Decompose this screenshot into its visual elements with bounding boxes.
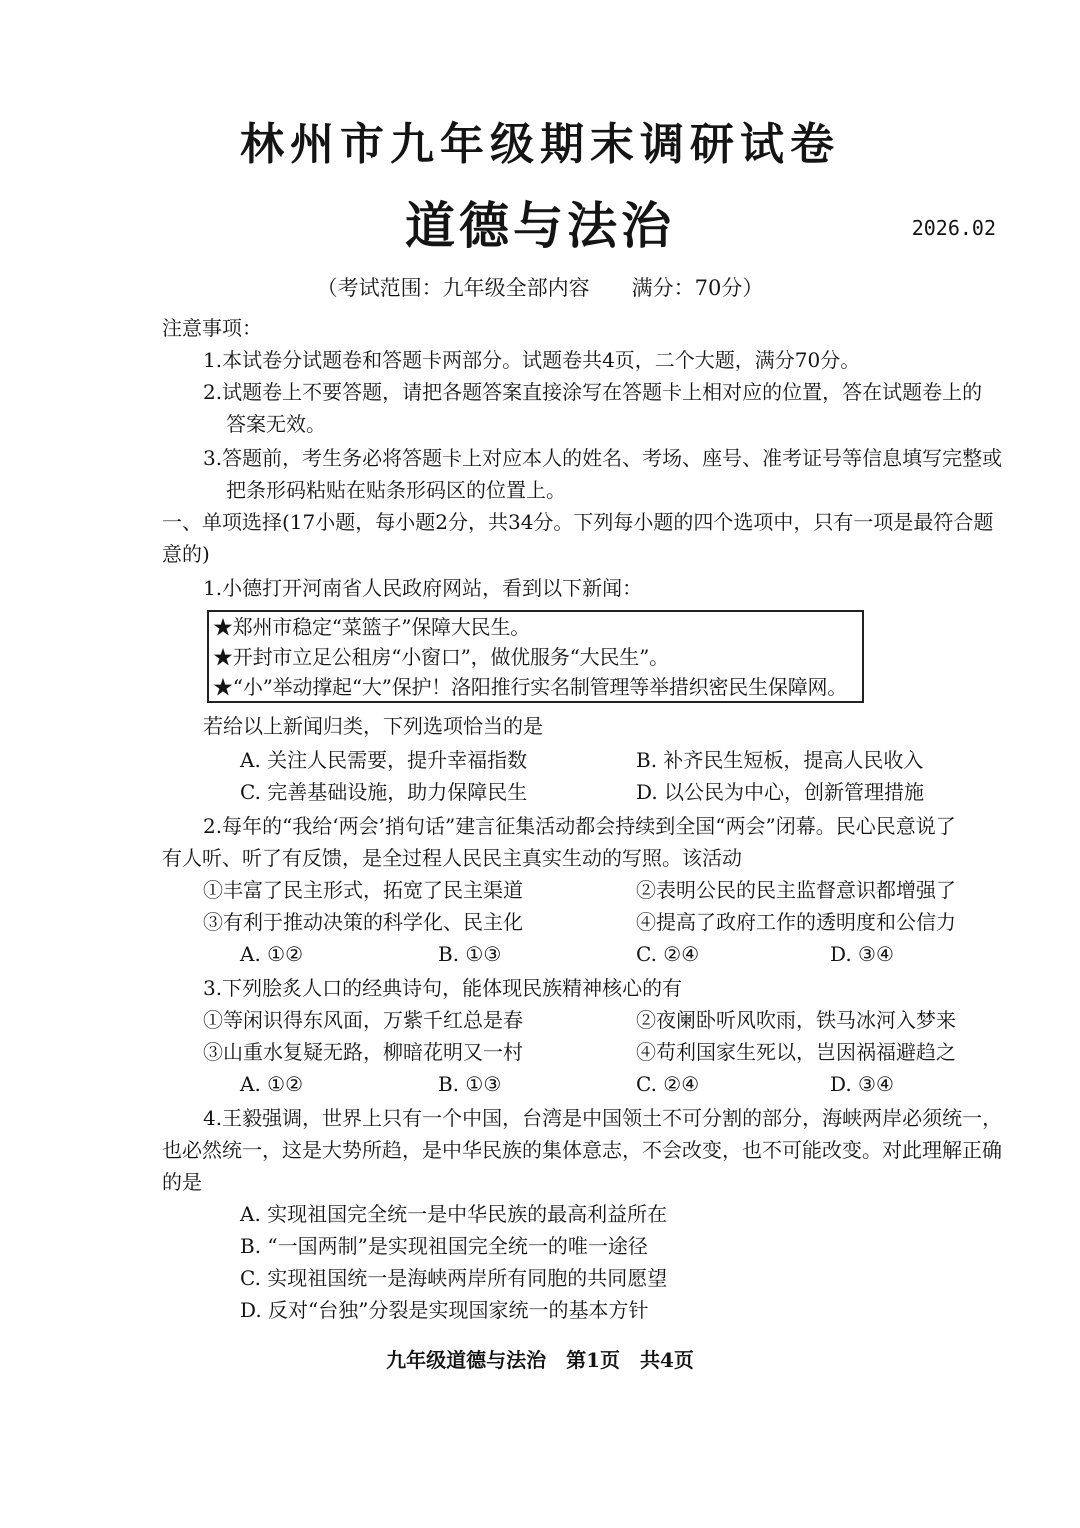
q2-choice-a: A. ①② — [240, 942, 304, 966]
notice-heading: 注意事项： — [162, 316, 262, 340]
q2-item-1: ①丰富了民主形式，拓宽了民主渠道 — [203, 878, 523, 902]
q4-stem-cont2: 的是 — [162, 1170, 202, 1194]
q3-item-2: ②夜阑卧听风吹雨，铁马冰河入梦来 — [636, 1008, 956, 1032]
q1-news-box — [207, 610, 864, 703]
q1-news-3: ★“小”举动撑起“大”保护！洛阳推行实名制管理等举措织密民生保障网。 — [213, 675, 848, 699]
q3-choice-d: D. ③④ — [830, 1072, 894, 1096]
q3-choice-c: C. ②④ — [636, 1072, 700, 1096]
exam-date: 2026.02 — [911, 216, 996, 240]
q2-item-2: ②表明公民的民主监督意识都增强了 — [636, 878, 956, 902]
notice-item-2: 2.试题卷上不要答题，请把各题答案直接涂写在答题卡上相对应的位置，答在试题卷上的 — [203, 380, 983, 404]
exam-scope: （考试范围：九年级全部内容 满分：70分） — [316, 276, 764, 300]
q1-stem: 1.小德打开河南省人民政府网站，看到以下新闻： — [203, 576, 643, 600]
notice-item-1: 1.本试卷分试题卷和答题卡两部分。试题卷共4页，二个大题，满分70分。 — [203, 348, 861, 372]
q3-item-3: ③山重水复疑无路，柳暗花明又一村 — [203, 1040, 523, 1064]
q1-news-2: ★开封市立足公租房“小窗口”，做优服务“大民生”。 — [213, 645, 669, 669]
section1-heading: 一、单项选择(17小题，每小题2分，共34分。下列每小题的四个选项中，只有一项是最符合题 — [162, 510, 994, 534]
notice-item-2-cont: 答案无效。 — [226, 412, 326, 436]
q4-option-c: C. 实现祖国统一是海峡两岸所有同胞的共同愿望 — [240, 1266, 668, 1290]
q3-choice-b: B. ①③ — [438, 1072, 502, 1096]
q4-stem: 4.王毅强调，世界上只有一个中国，台湾是中国领土不可分割的部分，海峡两岸必须统一， — [203, 1106, 1003, 1130]
q2-stem-cont: 有人听、听了有反馈，是全过程人民民主真实生动的写照。该活动 — [162, 846, 742, 870]
q3-stem: 3.下列脍炙人口的经典诗句，能体现民族精神核心的有 — [203, 976, 683, 1000]
q4-stem-cont: 也必然统一，这是大势所趋，是中华民族的集体意志，不会改变，也不可能改变。对此理解正确 — [162, 1138, 1002, 1162]
q3-item-4: ④苟利国家生死以，岂因祸福避趋之 — [636, 1040, 956, 1064]
q4-option-d: D. 反对“台独”分裂是实现国家统一的基本方针 — [240, 1298, 649, 1322]
q4-option-b: B. “一国两制”是实现祖国完全统一的唯一途径 — [240, 1234, 648, 1258]
q2-choice-c: C. ②④ — [636, 942, 700, 966]
q2-item-4: ④提高了政府工作的透明度和公信力 — [636, 910, 956, 934]
q2-choice-b: B. ①③ — [438, 942, 502, 966]
q1-question: 若给以上新闻归类，下列选项恰当的是 — [203, 714, 543, 738]
q1-option-a: A. 关注人民需要，提升幸福指数 — [240, 748, 528, 772]
exam-title: 林州市九年级期末调研试卷 — [240, 119, 840, 170]
q1-news-1: ★郑州市稳定“菜篮子”保障大民生。 — [213, 615, 531, 639]
section1-heading-cont: 意的) — [162, 542, 210, 566]
q1-option-c: C. 完善基础设施，助力保障民生 — [240, 780, 528, 804]
q3-choice-a: A. ①② — [240, 1072, 304, 1096]
q1-option-d: D. 以公民为中心，创新管理措施 — [636, 780, 925, 804]
subject-title: 道德与法治 — [405, 196, 675, 255]
q2-item-3: ③有利于推动决策的科学化、民主化 — [203, 910, 523, 934]
notice-item-3-cont: 把条形码粘贴在贴条形码区的位置上。 — [226, 478, 566, 502]
q3-item-1: ①等闲识得东风面，万紫千红总是春 — [203, 1008, 523, 1032]
notice-item-3: 3.答题前，考生务必将答题卡上对应本人的姓名、考场、座号、准考证号等信息填写完整或 — [203, 446, 1003, 470]
q4-option-a: A. 实现祖国完全统一是中华民族的最高利益所在 — [240, 1202, 668, 1226]
q2-choice-d: D. ③④ — [830, 942, 894, 966]
q2-stem: 2.每年的“我给‘两会’捎句话”建言征集活动都会持续到全国“两会”闭幕。民心民意说了 — [203, 814, 956, 838]
q1-option-b: B. 补齐民生短板，提高人民收入 — [636, 748, 924, 772]
page-footer: 九年级道德与法治 第1页 共4页 — [386, 1348, 694, 1372]
